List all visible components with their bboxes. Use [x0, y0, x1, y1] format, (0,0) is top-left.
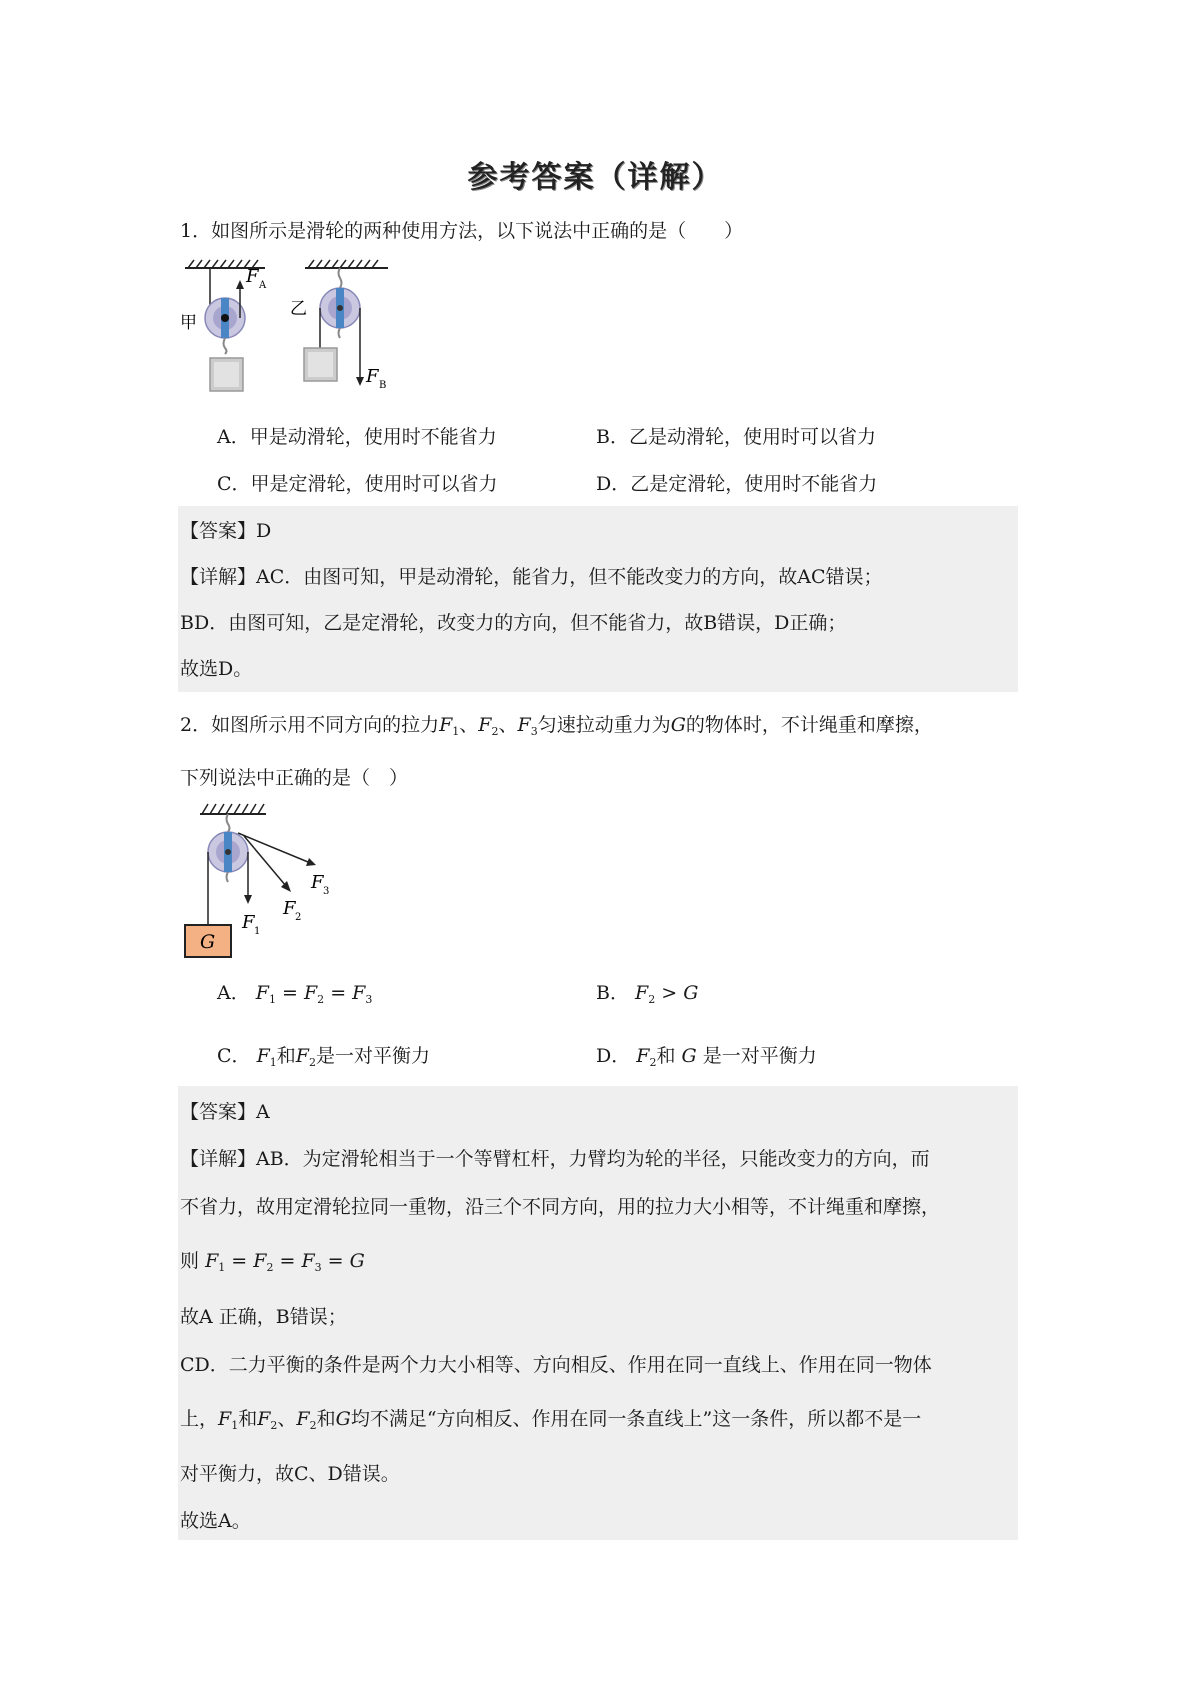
q2-weight-label: G — [200, 931, 216, 953]
q1-option-b: B．乙是动滑轮，使用时可以省力 — [596, 426, 876, 448]
q1-force-b: F — [366, 366, 379, 387]
q1-label-jia: 甲 — [180, 313, 197, 333]
q2-label-f2: F — [283, 898, 296, 919]
q2-detail-line7: 对平衡力，故C、D错误。 — [180, 1463, 400, 1485]
q2-detail-line8: 故选A。 — [180, 1510, 251, 1532]
q1-option-a: A．甲是动滑轮，使用时不能省力 — [217, 426, 497, 448]
q1-force-a-sub: A — [259, 280, 267, 291]
q1-pulley-figure — [180, 258, 420, 408]
q2-detail-line4: 故A 正确，B错误； — [180, 1306, 347, 1328]
q1-answer-box — [178, 506, 1018, 692]
q1-detail-line3: 故选D。 — [180, 658, 253, 680]
q1-detail-line2: BD．由图可知，乙是定滑轮，改变力的方向，但不能省力，故B错误，D正确； — [180, 612, 847, 634]
q2-pulley-figure — [180, 800, 350, 960]
q2-detail-line3: 则 $F_1 = F_2 = F_3 = G$ — [180, 1250, 365, 1274]
q2-detail-line2: 不省力，故用定滑轮拉同一重物，沿三个不同方向，用的拉力大小相等，不计绳重和摩擦， — [180, 1196, 941, 1218]
q2-option-a: A． $F_1 = F_2 = F_3$ — [217, 982, 373, 1006]
q2-label-f1-sub: 1 — [254, 926, 261, 937]
q2-detail-line1: 【详解】AB．为定滑轮相当于一个等臂杠杆，力臂均为轮的半径，只能改变力的方向，而 — [180, 1148, 930, 1170]
q1-detail-line1: 【详解】AC．由图可知，甲是动滑轮，能省力，但不能改变力的方向，故AC错误； — [180, 566, 883, 588]
q2-option-d: D． $F_2$和 G 是一对平衡力 — [596, 1045, 817, 1069]
q2-detail-line5: CD．二力平衡的条件是两个力大小相等、方向相反、作用在同一直线上、作用在同一物体 — [180, 1354, 932, 1376]
q2-stem-line1: 2．如图所示用不同方向的拉力$F_1$、$F_2$、$F_3$匀速拉动重力为G的物体时，不计绳重和摩擦， — [180, 714, 933, 738]
q1-stem: 1．如图所示是滑轮的两种使用方法，以下说法中正确的是（ ） — [180, 220, 744, 242]
q1-option-d: D．乙是定滑轮，使用时不能省力 — [596, 473, 878, 495]
q2-detail-line6: 上，$F_1$和$F_2$、$F_2$和G均不满足“方向相反、作用在同一条直线上”这一条件，所以都不是一 — [180, 1408, 922, 1432]
q1-option-c: C．甲是定滑轮，使用时可以省力 — [217, 473, 498, 495]
q2-answer: 【答案】A — [180, 1101, 270, 1123]
q2-label-f2-sub: 2 — [295, 912, 302, 923]
q2-option-c: C． $F_1$和$F_2$是一对平衡力 — [217, 1045, 430, 1069]
q2-label-f3: F — [311, 872, 324, 893]
q1-force-a: F — [246, 266, 259, 287]
q1-label-yi: 乙 — [290, 299, 307, 319]
q2-stem-line2: 下列说法中正确的是（ ） — [180, 767, 409, 789]
q1-force-b-sub: B — [379, 380, 387, 391]
q2-option-b: B． $F_2 > G$ — [596, 982, 699, 1006]
q2-label-f3-sub: 3 — [323, 886, 330, 897]
page-title: 参考答案（详解） — [467, 160, 724, 195]
q1-answer: 【答案】D — [180, 520, 272, 542]
q2-label-f1: F — [242, 912, 255, 933]
